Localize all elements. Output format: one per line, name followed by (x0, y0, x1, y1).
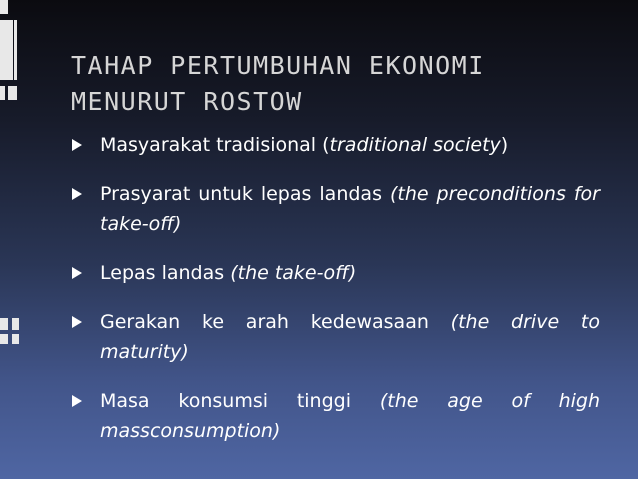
bullet-arrow-icon (72, 139, 82, 151)
item-italic-text: traditional society (329, 134, 501, 156)
item-italic-text: (the preconditions for take-off) (100, 183, 600, 235)
title-line-2: MENURUT ROSTOW (71, 87, 303, 116)
item-suffix: ) (500, 134, 509, 156)
item-text: Masa konsumsi tinggi (100, 390, 380, 412)
bullet-arrow-icon (72, 267, 82, 279)
list-item (70, 307, 600, 367)
decorative-strip (0, 0, 22, 479)
title-line-1: TAHAP PERTUMBUHAN EKONOMI (71, 51, 485, 80)
item-text: Lepas landas (100, 262, 231, 284)
item-italic-text: (the drive to maturity) (100, 311, 600, 363)
list-item (70, 258, 600, 288)
bullet-list (70, 130, 600, 465)
item-italic-text: (the take-off) (230, 262, 357, 284)
item-text: Gerakan ke arah kedewasaan (100, 311, 451, 333)
slide-title (71, 48, 621, 120)
item-text: Masyarakat tradisional ( (100, 134, 330, 156)
item-text: Prasyarat untuk lepas landas (100, 183, 390, 205)
list-item (70, 179, 600, 239)
bullet-arrow-icon (72, 188, 82, 200)
bullet-arrow-icon (72, 395, 82, 407)
list-item (70, 386, 600, 446)
list-item (70, 130, 600, 160)
bullet-arrow-icon (72, 316, 82, 328)
item-italic-text: (the age of high massconsumption) (100, 390, 600, 442)
